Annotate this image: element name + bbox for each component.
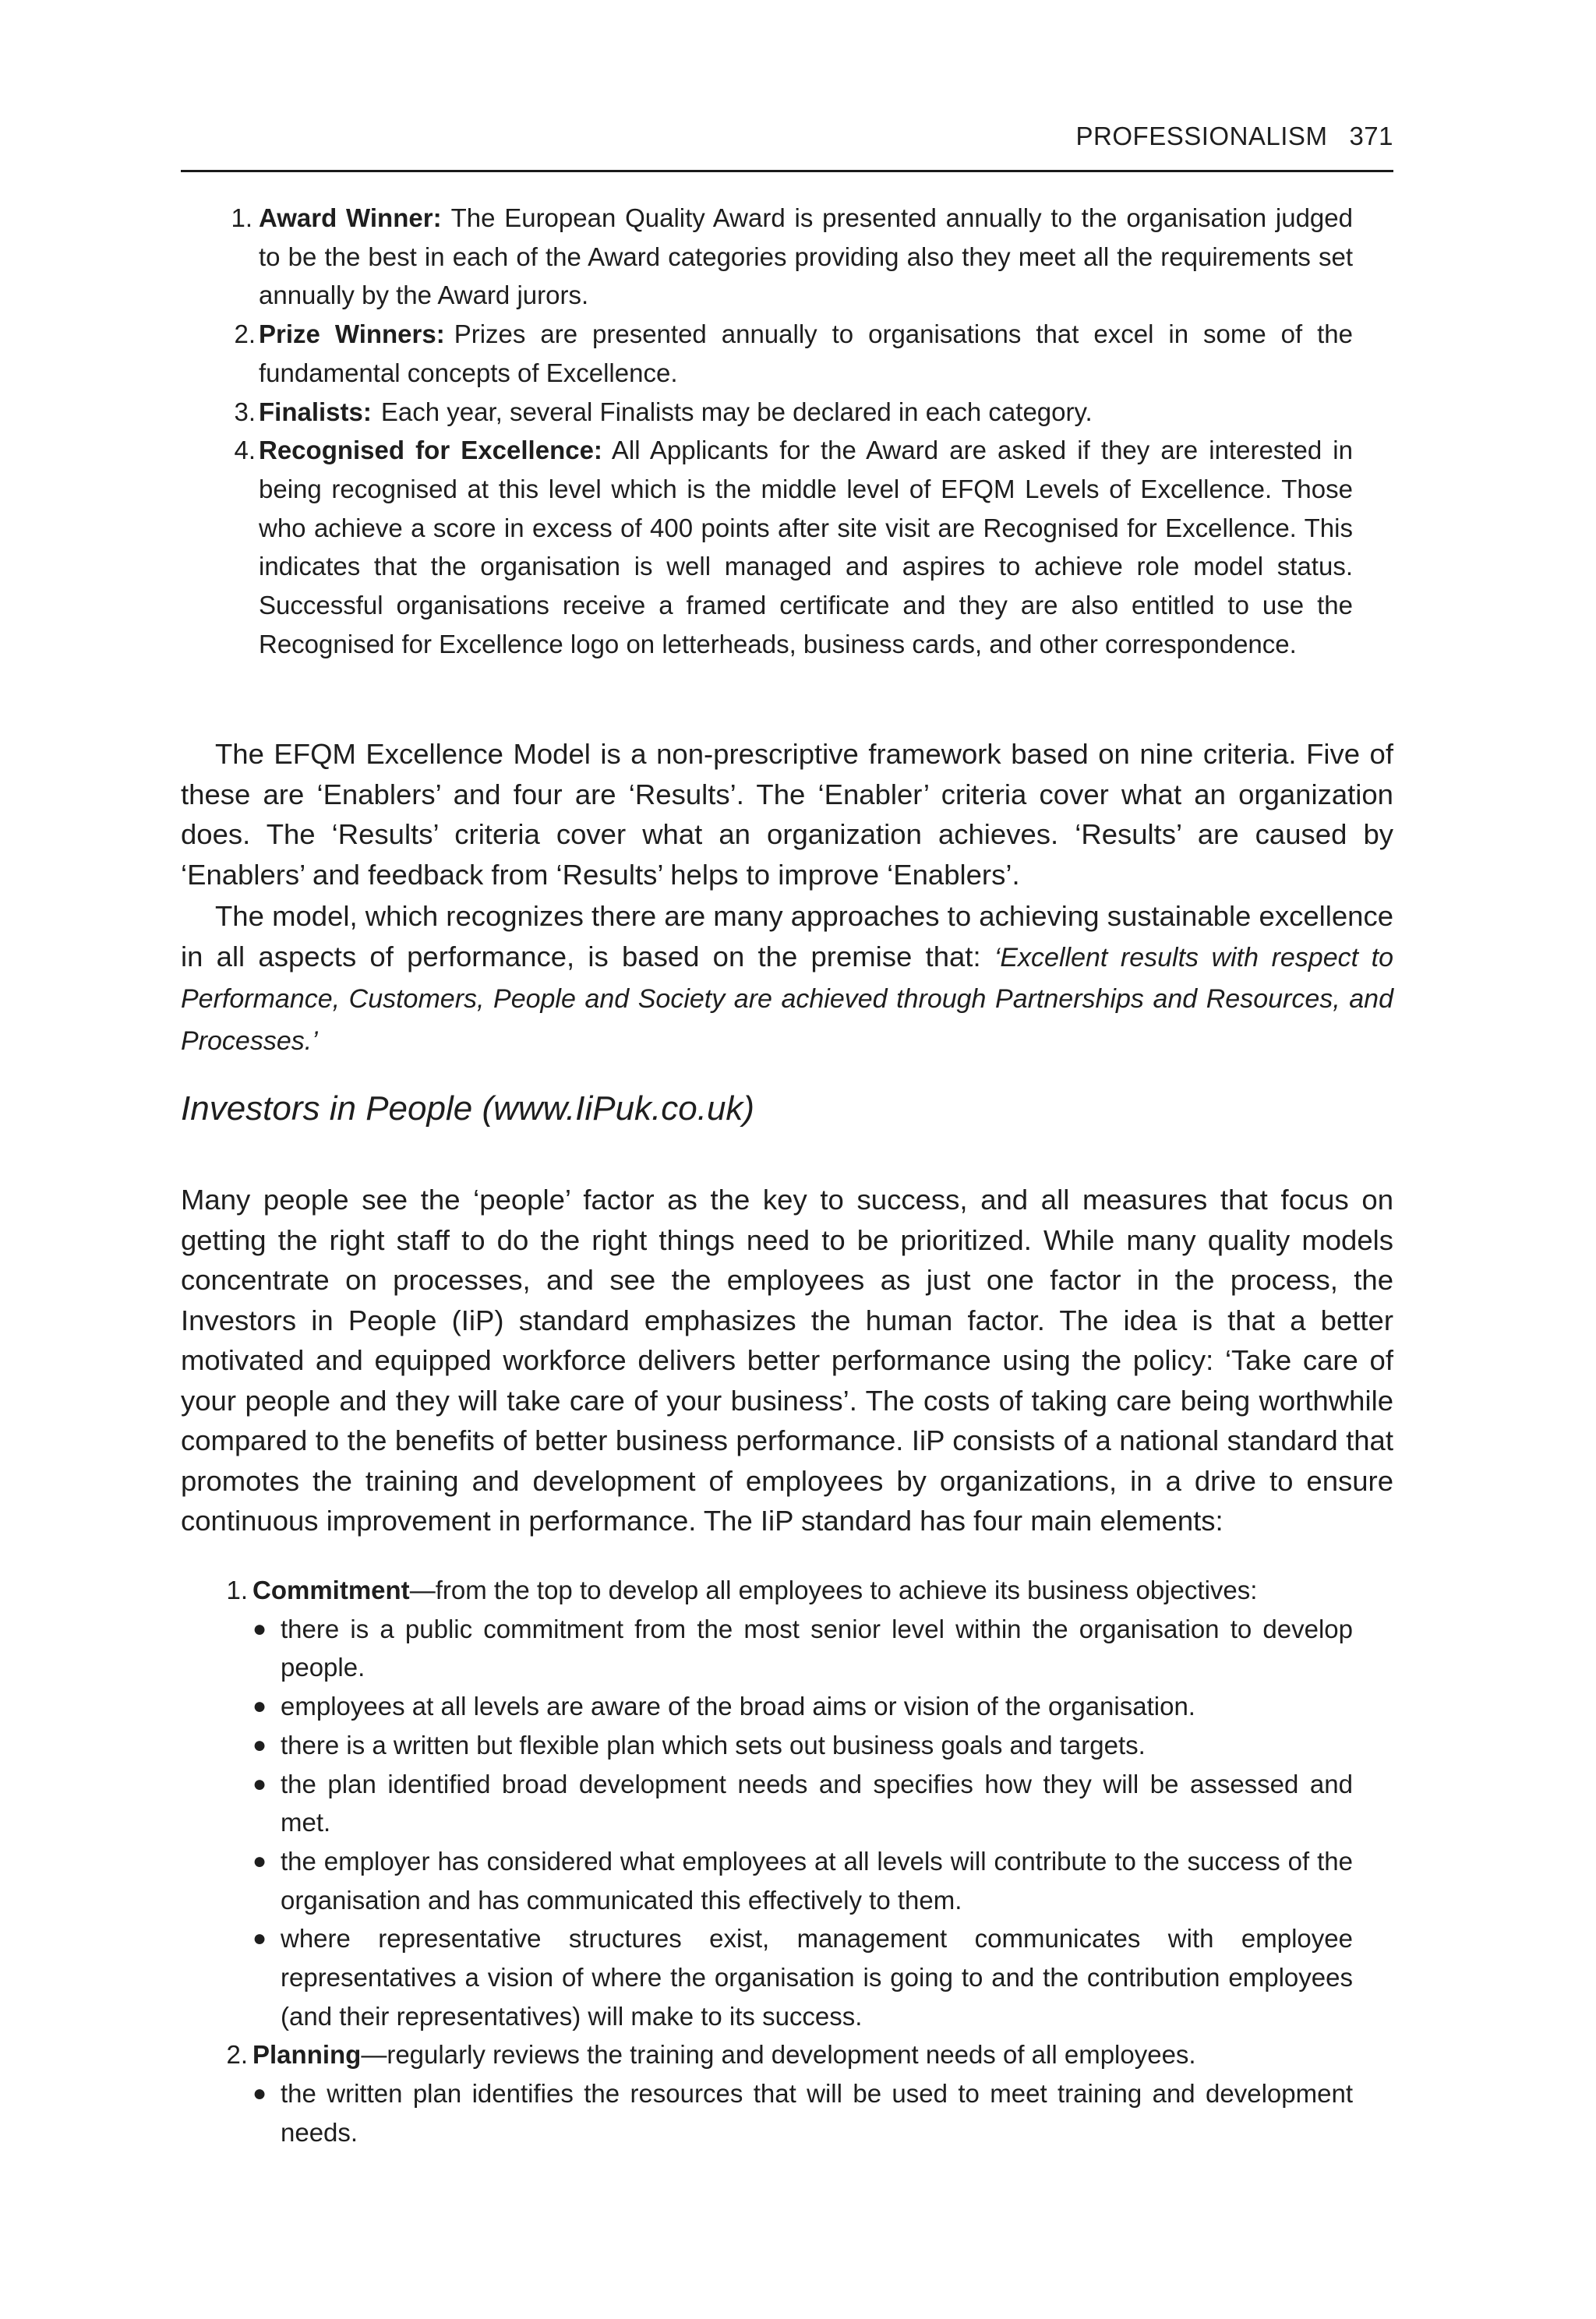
bullet-item <box>252 1842 1353 1919</box>
bullet-icon: ● <box>252 1693 267 1720</box>
list-item <box>181 431 1353 663</box>
bullet-text: the written plan identifies the resources that will be used to meet training and development needs. <box>281 2079 1353 2147</box>
list-text: Prizes are presented annually to organisations that excel in some of the fundamental concepts of Excellence. <box>259 319 1354 387</box>
award-levels-list <box>181 199 1353 663</box>
running-head <box>1076 122 1393 151</box>
page-number: 371 <box>1349 122 1393 150</box>
bullet-icon: ● <box>252 1770 267 1797</box>
list-text: All Applicants for the Award are asked if they are interested in being recognised at this level which is the middle level of EFQM Levels of Excellence. Those who achieve a score in excess of 400 points after site visit are Recognised for Excellence. This indicates that the organisation is well managed and aspires to achieve role model status. Successful organisations receive a framed certificate and they are also entitled to use the Recognised for Excellence logo on letterheads, business cards, and other correspondence. <box>259 436 1353 658</box>
bullet-text: the employer has considered what employees at all levels will contribute to the success of the organisation and has communicated this effectively to them. <box>281 1846 1353 1915</box>
list-number: 1. <box>226 1576 248 1604</box>
efqm-paragraph-2-text: The model, which recognizes there are many approaches to achieving sustainable excellence in all aspects of performance, is based on the premise that: <box>181 900 1393 972</box>
efqm-paragraph-1 <box>181 734 1393 895</box>
list-number: 3. <box>234 397 256 426</box>
bullet-icon: ● <box>252 2081 267 2107</box>
section-title: Investors in People (www.IiPuk.co.uk) <box>181 1089 755 1128</box>
list-term: Finalists: <box>259 397 372 426</box>
bullet-item <box>252 1765 1353 1842</box>
list-number: 4. <box>234 436 256 465</box>
list-item <box>181 393 1353 432</box>
efqm-paragraph-2 <box>181 896 1393 1061</box>
efqm-paragraph-1-text: The EFQM Excellence Model is a non-prescriptive framework based on nine criteria. Five of these are ‘Enablers’ and four are ‘Results’. The ‘Enabler’ criteria cover what an organization does. The ‘Results’ criteria cover what an organization achieves. ‘Results’ are caused by ‘Enablers’ and feedback from ‘Results’ helps to improve ‘Enablers’. <box>181 738 1393 891</box>
bullet-item <box>252 1726 1353 1765</box>
element-lead <box>252 2035 1353 2074</box>
bullet-icon: ● <box>252 1925 267 1952</box>
bullet-item <box>252 1919 1353 2035</box>
running-head-title: PROFESSIONALISM <box>1075 122 1328 150</box>
list-number: 1. <box>231 203 252 232</box>
bullet-item <box>252 1687 1353 1726</box>
bullet-text: there is a written but flexible plan which sets out business goals and targets. <box>281 1730 1146 1760</box>
bullet-list <box>252 2074 1353 2151</box>
bullet-icon: ● <box>252 1731 267 1758</box>
bullet-list <box>252 1610 1353 2036</box>
bullet-text: where representative structures exist, management communicates with employee representatives a vision of where the organisation is going to and the contribution employees (and their representatives) will make to its success. <box>281 1924 1353 2031</box>
list-term: Prize Winners: <box>259 319 445 349</box>
list-item <box>181 1571 1353 2035</box>
bullet-icon: ● <box>252 1848 267 1874</box>
element-term: Planning <box>252 2040 362 2070</box>
running-header <box>181 122 1393 172</box>
bullet-text: employees at all levels are aware of the broad aims or vision of the organisation. <box>281 1692 1195 1721</box>
list-number: 2. <box>234 319 256 349</box>
bullet-text: the plan identified broad development needs and specifies how they will be assessed and met. <box>281 1769 1353 1837</box>
bullet-item <box>252 2074 1353 2151</box>
element-term: Commitment <box>252 1576 410 1604</box>
bullet-item <box>252 1610 1353 1687</box>
efqm-quote: ‘Excellent results with respect to Performance, Customers, People and Society are achieved through Partnerships and Resources, and Processes.’ <box>181 942 1393 1056</box>
bullet-icon: ● <box>252 1615 267 1642</box>
list-number: 2. <box>226 2040 248 2070</box>
list-term: Award Winner: <box>259 203 442 232</box>
list-term: Recognised for Excellence: <box>259 436 602 465</box>
list-text: The European Quality Award is presented annually to the organisation judged to be the best in each of the Award categories providing also they meet all the requirements set annually by the Award jurors. <box>259 203 1353 310</box>
list-text: Each year, several Finalists may be declared in each category. <box>380 397 1093 426</box>
list-item <box>181 2035 1353 2151</box>
iip-paragraph: Many people see the ‘people’ factor as the key to success, and all measures that focus on getting the right staff to do the right things need to be prioritized. While many quality models concentrate on processes, and see the employees as just one factor in the process, the Investors in People (IiP) standard emphasizes the human factor. The idea is that a better motivated and equipped workforce delivers better performance using the policy: ‘Take care of your people and they will take care of your business’. The costs of taking care being worthwhile compared to the benefits of better business performance. IiP consists of a national standard that promotes the training and development of employees by organizations, in a drive to ensure continuous improvement in performance. The IiP standard has four main elements: <box>181 1184 1393 1537</box>
bullet-text: there is a public commitment from the most senior level within the organisation to develop people. <box>281 1614 1353 1682</box>
element-text: —from the top to develop all employees to achieve its business objectives: <box>409 1576 1258 1604</box>
element-lead <box>252 1571 1353 1610</box>
list-item <box>181 315 1353 392</box>
element-text: —regularly reviews the training and development needs of all employees. <box>361 2040 1196 2070</box>
iip-elements-list <box>181 1571 1353 2152</box>
list-item <box>181 199 1353 315</box>
